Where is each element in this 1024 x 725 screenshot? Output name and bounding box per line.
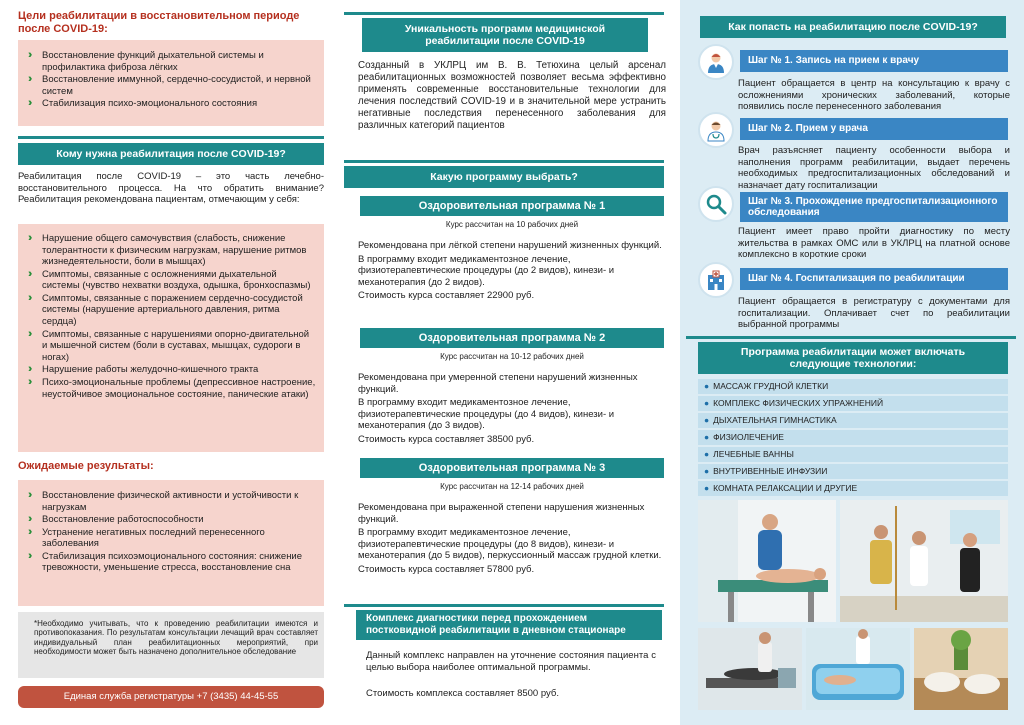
bath-photo [806,628,910,710]
chevron-right-icon: ›› [28,489,30,501]
goals-title: Цели реабилитации в восстановительном периоде после COVID-19: [18,10,300,36]
program-2-price: Стоимость курса составляет 38500 руб. [358,433,535,445]
program-3-title: Оздоровительная программа № 3 [360,458,664,478]
list-item: ›› Симптомы, связанные с нарушениями опорно-двигательной и мышечной систем (боли в суставах, мышцах, судороги в ногах) [28,327,310,363]
chevron-right-icon: ›› [28,267,30,280]
program-3-body [358,502,664,577]
unique-title: Уникальность программ медицинской реабилитации после COVID-19 [362,18,648,52]
note-text: *Необходимо учитывать, что к проведению реабилитации имеются и противопоказания. По результатам консультации лечащий врач составляет индивидуальный план реабилитационных мероприятий, при необходимости может быть назначено дополнительное обследование [34,619,318,657]
list-item: ›› Психо-эмоциональные проблемы (депрессивное настроение, неустойчивое эмоциональное состояние, панические атаки) [28,375,316,400]
how-title: Как попасть на реабилитацию после COVID-19? [700,16,1006,38]
step-2-text: Врач разъясняет пациенту особенности выбора и наполнения программ реабилитации, выдает перечень необходимых предгоспитализационных обследований и назначает дату госпитализации [738,145,1010,191]
list-item: ›› Устранение негативных последний перенесенного заболевания [28,525,265,550]
divider [18,136,324,139]
left-panel [0,0,338,725]
bullet-icon: ● [704,398,710,408]
list-item: ›› Стабилизация психо-эмоционального состояния [28,97,258,110]
bullet-icon: ● [704,466,710,476]
program-3-includes: В программу входит медикаментозное лечение, физиотерапевтические процедуры (до 8 видов), кинези- и механотерапия (до 5 видов), перкуссионный массаж грудной клетки. [358,527,662,562]
program-3-price: Стоимость курса составляет 57800 руб. [358,563,535,575]
program-2-duration: Курс рассчитан на 10-12 рабочих дней [440,352,584,361]
list-item: ›› Восстановление физической активности и устойчивости к нагрузкам [28,489,299,513]
symptoms-list [28,233,316,400]
bullet-icon: ● [704,483,710,493]
physio-photo [698,628,802,710]
list-item: ›› Восстановление функций дыхательной системы и профилактика фиброза лёгких [28,49,264,73]
program-2-recommended: Рекомендована при умеренной степени нарушений жизненных функций. [358,372,638,395]
list-item: ›› Симптомы, связанные с поражением сердечно-сосудистой системы (нарушение артериального давления, ритма сердца) [28,291,303,328]
who-title: Кому нужна реабилитация после COVID-19? [18,143,324,165]
symptoms-box [18,224,324,452]
step-2-head: Шаг № 2. Прием у врача [740,118,1008,140]
chevron-right-icon: ›› [28,363,30,376]
results-title: Ожидаемые результаты: [18,460,154,472]
magnifier-icon [698,186,734,222]
step-1-head: Шаг № 1. Запись на прием к врачу [740,50,1008,72]
results-list [28,490,316,574]
tech-item: ● КОМНАТА РЕЛАКСАЦИИ И ДРУГИЕ [698,481,1008,496]
chevron-right-icon: ›› [28,375,30,388]
phone-banner[interactable]: Единая служба регистратуры +7 (3435) 44-45-55 [18,686,324,708]
divider [344,604,664,607]
middle-panel [338,0,680,725]
tech-item: ● МАССАЖ ГРУДНОЙ КЛЕТКИ [698,379,1008,394]
program-1-duration: Курс рассчитан на 10 рабочих дней [445,220,579,229]
tech-title: Программа реабилитации может включать следующие технологии: [698,342,1008,374]
list-item: ›› Симптомы, связанные с осложнениями дыхательной системы (чувство нехватки воздуха, одышка, бронхоспазмы) [28,267,311,292]
chevron-right-icon: ›› [28,97,30,110]
list-item: ›› Восстановление работоспособности [28,513,204,526]
program-1-title: Оздоровительная программа № 1 [360,196,664,216]
diag-title: Комплекс диагностики перед прохождением постковидной реабилитации в дневном стационаре [356,610,662,640]
chevron-right-icon: ›› [28,73,30,86]
hospital-icon [698,262,734,298]
massage-photo [698,500,836,622]
divider [344,160,664,163]
chevron-right-icon: ›› [28,232,30,244]
results-box [18,480,324,606]
tech-item: ● ФИЗИОЛЕЧЕНИЕ [698,430,1008,445]
diag-text: Данный комплекс направлен на уточнение состояния пациента с целью выбора наиболее оптимальной программы. [366,650,656,673]
chevron-right-icon: ›› [28,525,30,538]
step-3-text: Пациент имеет право пройти диагностику по месту жительства в рамках ОМС или в УКЛРЦ на платной основе комплексно в короткие сроки [738,226,1010,261]
program-1-body [358,240,664,304]
program-3-recommended: Рекомендована при выраженной степени нарушения жизненных функций. [358,502,645,525]
program-3-duration: Курс рассчитан на 12-14 рабочих дней [440,482,584,491]
choose-title: Какую программу выбрать? [344,166,664,188]
note-box [18,612,324,678]
chevron-right-icon: ›› [28,513,30,526]
list-item: ›› Восстановление иммунной, сердечно-сосудистой, и нервной систем [28,73,311,97]
program-1-includes: В программу входит медикаментозное лечение, физиотерапевтические процедуры (до 2 видов), кинези- и механотерапия (до 2 видов). [358,253,615,288]
unique-text: Созданный в УКЛРЦ им В. В. Тетюхина целый арсенал реабилитационных возможностей позволяет весьма эффективно применять современные восстановительные технологии для лечения последствий COVID-19 и в значительной мере устранить негативные последствия перенесенного заболевания для различных категорий пациентов [358,60,666,131]
step-4-text: Пациент обращается в регистратуру с документами для госпитализации. Оплачивает счет по реабилитации выбранной программы [738,296,1010,331]
goals-list [28,50,316,110]
doctor-icon [698,44,734,80]
who-text: Реабилитация после COVID-19 – это часть лечебно-восстановительного процесса. На что обратить внимание? Реабилитация рекомендована пациентам, отмечающим у себя: [18,171,324,206]
program-2-body [358,372,664,447]
divider [344,12,664,15]
tech-item: ● ДЫХАТЕЛЬНАЯ ГИМНАСТИКА [698,413,1008,428]
bullet-icon: ● [704,381,710,391]
tech-item: ● КОМПЛЕКС ФИЗИЧЕСКИХ УПРАЖНЕНИЙ [698,396,1008,411]
program-2-includes: В программу входит медикаментозное лечение, физиотерапевтические процедуры (до 4 видов), кинези- и механотерапия (до 3 видов). [358,397,615,432]
tech-item: ● ВНУТРИВЕННЫЕ ИНФУЗИИ [698,464,1008,479]
relax-room-photo [914,628,1008,710]
bullet-icon: ● [704,449,710,459]
tech-item: ● ЛЕЧЕБНЫЕ ВАННЫ [698,447,1008,462]
divider [686,336,1016,339]
diag-price: Стоимость комплекса составляет 8500 руб. [366,688,559,699]
bullet-icon: ● [704,415,710,425]
step-1-text: Пациент обращается в центр на консультацию к врачу с осложнениями хронических заболеваний, которые появились после перенесенного заболевания [738,78,1010,113]
program-1-price: Стоимость курса составляет 22900 руб. [358,290,535,302]
list-item: ›› Нарушение общего самочувствия (слабость, снижение толерантности к физическим нагрузкам, нарушение ритмов жизнедеятельности, боли в мышцах) [28,232,307,268]
program-1-recommended: Рекомендована при лёгкой степени нарушений жизненных функций. [358,240,662,251]
chevron-right-icon: ›› [28,549,30,562]
list-item: ›› Нарушение работы желудочно-кишечного тракта [28,363,259,376]
chevron-right-icon: ›› [28,327,30,340]
physician-icon [698,112,734,148]
step-4-head: Шаг № 4. Госпитализация по реабилитации [740,268,1008,290]
chevron-right-icon: ›› [28,49,30,61]
bullet-icon: ● [704,432,710,442]
step-3-head: Шаг № 3. Прохождение предгоспитализационного обследования [740,192,1008,222]
goals-box [18,40,324,126]
chevron-right-icon: ›› [28,291,30,304]
list-item: ›› Стабилизация психоэмоционального состояния: снижение тревожности, уменьшение стресса, восстановление сна [28,549,303,574]
program-2-title: Оздоровительная программа № 2 [360,328,664,348]
exercise-photo [840,500,1008,622]
